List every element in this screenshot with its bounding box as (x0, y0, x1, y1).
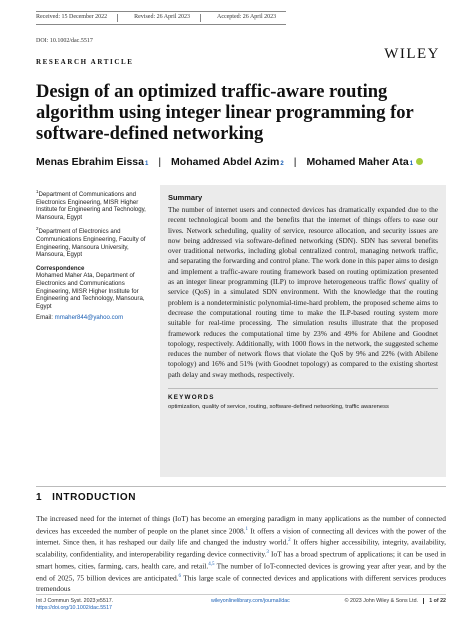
author-affil-ref[interactable]: 1 (409, 161, 414, 167)
paragraph-text: It offers a vision of connecting all devices with the power of the internet. Since then, it has reshaped our daily life and changed the industry world. (36, 525, 447, 547)
email-line (36, 314, 154, 322)
revised-date: Revised: 26 April 2023 (134, 14, 190, 20)
divider (200, 14, 211, 22)
affiliation-1 (36, 188, 154, 221)
footer-citation (36, 598, 113, 612)
article-type: RESEARCH ARTICLE (36, 58, 134, 66)
date-bar (36, 11, 286, 25)
author-separator: | (158, 156, 162, 168)
citation-link[interactable]: 4,5 (208, 562, 215, 568)
divider (117, 14, 128, 22)
paragraph-text: The increased need for the internet of things (IoT) has become an emerging paradigm in many applications as the number of connected devices has exceeded the number of people on the planet since 2008. (36, 514, 446, 535)
email-label: Email: (36, 314, 53, 322)
copyright: © 2023 John Wiley & Sons Ltd. (344, 598, 418, 604)
citation-link[interactable]: 2 (288, 538, 291, 544)
publisher-logo: WILEY (384, 46, 440, 62)
orcid-icon[interactable] (416, 158, 423, 165)
affiliation-text: Department of Communications and Electronics Engineering, MISR Higher Institute for Engineering and Technology, Mansoura, Egypt (36, 191, 146, 221)
abstract-box (160, 185, 446, 477)
paragraph-text: The number of IoT-connected devices is growing year after year, and by the end of 2025, 75 billion devices are anticipated. (36, 561, 447, 583)
doi: DOI: 10.1002/dac.5517 (36, 38, 93, 44)
paragraph-text: It offers higher accessibility, integrity, availability, scalability, confidentiality, and interoperability regarding device connectivity. (36, 537, 446, 559)
author-name[interactable]: Mohamed Abdel Azim (171, 156, 280, 168)
abstract-text: The number of internet users and connected devices has dramatically expanded due to the recent technological boom and the benefits that the internet of things offers to ease our lives. Network scheduling, quality of service, resource allocation, and security issues are now being addressed via software-defined networking (SDN). SDN has several benefits over traditional networks, including global centralized control, managing network traffic, and separating the forwarding and control plane. The work done in this paper aims to design and implement a traffic-aware routing framework based on routing optimization presented as an integer linear programming (ILP) to improve heterogeneous traffic flows' quality of service (QoS) in a simulated SDN environment. With the knowledge that the routing problem is a nondeterministic polynomial-time-hard problem, the proposed scheme aims to decrease the computational routing time to make the ILP-based routing system more suitable for real-time processing. The simulation results illustrate that the proposed framework reduces the computational time by 23% and 49% for Abilene and Goodnet topology, respectively. Additionally, with 1000 flows in the network, the suggested scheme reduces the number of network flows that violate the QoS by 9% and 22% (with Abilene topology) and 16% and 51% (with Goodnet topology) as compared to the existing shortest path delay and sway methods, respectively. (168, 205, 438, 379)
keywords-text: optimization, quality of service, routing, software-defined networking, traffic awareness (168, 404, 389, 411)
affiliation-text: Department of Electronics and Communications Engineering, Faculty of Engineering, Mansoura University, Mansoura, Egypt (36, 228, 146, 259)
section-title: INTRODUCTION (52, 492, 137, 503)
correspondence-text: Mohamed Maher Ata, Department of Electronics and Communications Engineering, MISR Higher Institute for Engineering and Technology, Mansoura, Egypt (36, 272, 145, 310)
author-name[interactable]: Mohamed Maher Ata (306, 156, 409, 168)
citation-link[interactable]: 3 (266, 550, 269, 556)
section-heading (36, 492, 136, 503)
author-affil-ref[interactable]: 1 (144, 161, 149, 167)
page-number: 1 of 22 (423, 598, 446, 604)
journal-site-link[interactable]: wileyonlinelibrary.com/journal/dac (211, 598, 290, 604)
affiliation-2 (36, 225, 154, 258)
author-separator: | (293, 156, 297, 168)
section-number: 1 (36, 492, 43, 503)
paragraph-text: This large scale of connected devices and applications with different services produces tremendous (36, 573, 447, 594)
author-list (36, 156, 423, 168)
citation-link[interactable]: 6 (178, 574, 182, 580)
divider (36, 486, 446, 487)
paragraph-text: IoT has a broad spectrum of applications; it can be used in smart homes, cities, farming, cars, health care, and retail. (36, 549, 446, 571)
summary-heading: Summary (168, 193, 203, 202)
intro-paragraph (36, 514, 446, 595)
affiliations (36, 188, 154, 326)
received-date: Received: 15 December 2022 (36, 14, 108, 20)
email-link[interactable]: mmaher844@yahoo.com (54, 314, 124, 322)
page-footer (36, 594, 446, 611)
journal-citation: Int J Commun Syst. 2023;e5517. (36, 598, 114, 604)
keywords-heading: KEYWORDS (168, 388, 438, 401)
author-name[interactable]: Menas Ebrahim Eissa (36, 156, 144, 168)
doi-link[interactable]: https://doi.org/10.1002/dac.5517 (36, 605, 112, 611)
affil-marker: 1 (36, 189, 39, 194)
paper-title: Design of an optimized traffic-aware routing algorithm using integer linear programming for software-defined networking (36, 82, 414, 144)
correspondence-heading: Correspondence (36, 264, 85, 272)
affil-marker: 2 (36, 226, 39, 232)
accepted-date: Accepted: 26 April 2023 (216, 14, 277, 20)
citation-link[interactable]: 1 (245, 526, 249, 532)
author-affil-ref[interactable]: 2 (280, 161, 284, 167)
